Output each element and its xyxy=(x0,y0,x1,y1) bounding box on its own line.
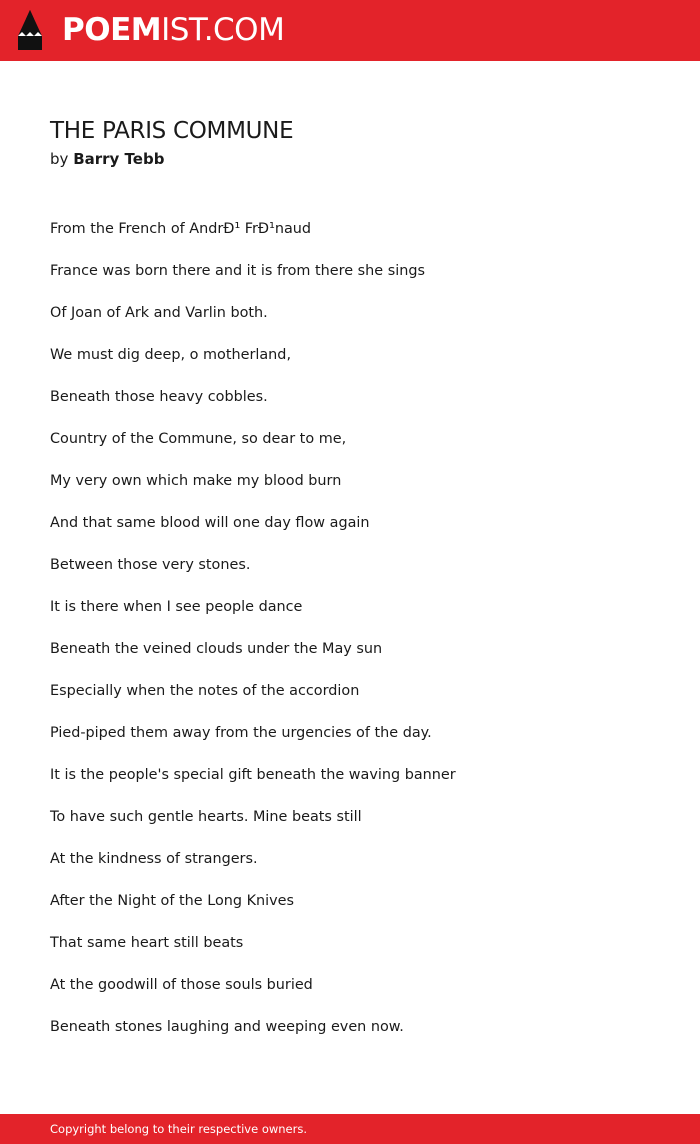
poem-line: France was born there and it is from there she sings xyxy=(50,263,425,279)
poem-line: Beneath the veined clouds under the May sun xyxy=(50,641,383,657)
poem-line: It is there when I see people dance xyxy=(50,599,303,615)
by-label: by xyxy=(50,150,69,168)
poem-line: We must dig deep, o motherland, xyxy=(50,347,292,363)
logo-light-text: IST.COM xyxy=(161,12,285,48)
logo-bold-text: POEM xyxy=(62,12,162,48)
poem-line: From the French of AndrÐ¹ FrÐ¹naud xyxy=(50,221,312,237)
poem-title: THE PARIS COMMUNE xyxy=(50,118,294,144)
poem-line: At the kindness of strangers. xyxy=(50,851,258,867)
poem-line: After the Night of the Long Knives xyxy=(50,893,295,909)
byline xyxy=(50,148,164,170)
poem-line: Country of the Commune, so dear to me, xyxy=(50,431,347,447)
poem-line: Especially when the notes of the accordion xyxy=(50,683,360,699)
site-logo[interactable] xyxy=(62,10,284,50)
pencil-icon[interactable] xyxy=(17,9,43,51)
poem-line: And that same blood will one day flow again xyxy=(50,515,370,531)
poem-line: My very own which make my blood burn xyxy=(50,473,342,489)
poem-line: At the goodwill of those souls buried xyxy=(50,977,313,993)
poem-body xyxy=(50,218,670,1058)
poem-line: It is the people's special gift beneath the waving banner xyxy=(50,767,456,783)
poem-line: Of Joan of Ark and Varlin both. xyxy=(50,305,268,321)
poem-line: Between those very stones. xyxy=(50,557,251,573)
poem-line: Pied-piped them away from the urgencies of the day. xyxy=(50,725,432,741)
copyright-text: Copyright belong to their respective owners. xyxy=(50,1122,308,1136)
site-footer xyxy=(0,1114,700,1144)
site-header xyxy=(0,0,700,61)
poem-line: Beneath stones laughing and weeping even now. xyxy=(50,1019,404,1035)
poem-line: To have such gentle hearts. Mine beats still xyxy=(50,809,362,825)
author-name: Barry Tebb xyxy=(73,150,165,168)
poem-line: Beneath those heavy cobbles. xyxy=(50,389,268,405)
poem-line: That same heart still beats xyxy=(50,935,244,951)
